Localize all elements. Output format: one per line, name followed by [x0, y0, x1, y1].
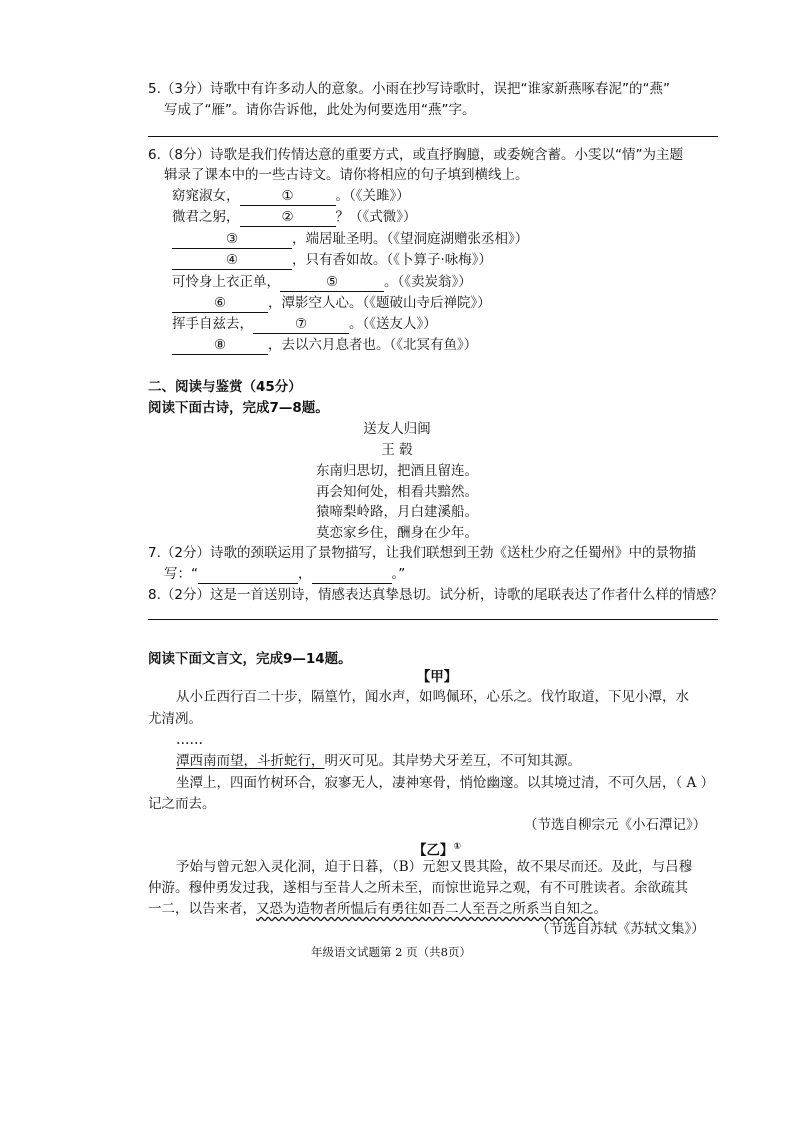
q6-item-2-post: ？（《式微》） [335, 209, 417, 225]
q6-item-3-post: ，端居耻圣明。（《望洞庭湖赠张丞相》） [292, 231, 529, 247]
jia-p1-line1: 从小丘西行百二十步，隔篁竹，闻水声，如鸣佩环，心乐之。伐竹取道，下见小潭，水 [176, 689, 689, 705]
yi-label-text: 【乙】 [412, 842, 454, 859]
q6-blank-6[interactable]: ⑥ [172, 294, 268, 313]
q7-line1: 7.（2分）诗歌的颈联运用了景物描写，让我们联想到王勃《送杜少府之任蜀州》中的景物描 [148, 545, 696, 561]
q6-item-6 [172, 294, 491, 313]
poem-author: 王 毂 [381, 442, 413, 458]
jia-p3-line1: 坐潭上，四面竹树环合，寂寥无人，凄神寒骨，悄怆幽邃。以其境过清，不可久居，（ A ） [176, 775, 715, 791]
q6-item-5-post: 。（《卖炭翁》） [384, 274, 472, 290]
jia-p1-line2: 尤清冽。 [148, 711, 202, 727]
q6-blank-2[interactable]: ② [240, 208, 336, 227]
q7-blank-1[interactable] [198, 565, 298, 584]
q8-answer-line [148, 619, 718, 620]
q7-line2 [164, 565, 405, 584]
jia-p2-rest: 明灭可见。其岸势犬牙差互，不可知其源。 [324, 753, 581, 769]
page-footer: 年级语文试题第 2 页（共8页） [311, 945, 471, 959]
q6-item-7-post: 。（《送友人》） [349, 316, 437, 332]
q6-blank-4[interactable]: ④ [172, 251, 292, 270]
q6-item-5-pre: 可怜身上衣正单， [172, 274, 280, 290]
q6-item-7 [172, 315, 437, 334]
yi-line2: 仲游。穆仲勇发过我，遂相与至昔人之所未至，而惊世诡异之观，有不可胜读者。余欲疏其 [148, 880, 688, 896]
yi-line3-wavy: 又恐为造物者所愠后有勇往如吾二人至吾之所系当自知之 [256, 901, 594, 917]
q6-item-5 [172, 273, 472, 292]
q7-suffix: 。” [391, 566, 406, 582]
yi-source: （节选自苏轼《苏轼文集》） [536, 921, 705, 937]
yi-line1: 予始与曾元恕入灵化洞，迫于日暮，（B）元恕又畏其险，故不果尽而还。及此，与吕穆 [176, 859, 693, 875]
poem-line-3: 猿啼梨岭路，月白建溪船。 [316, 504, 478, 520]
yi-line3 [148, 900, 607, 918]
q7-prefix: 写：“ [164, 566, 198, 582]
q6-item-8 [172, 336, 477, 355]
q6-item-3 [172, 230, 528, 249]
q6-item-8-post: ，去以六月息者也。（《北冥有鱼》） [268, 337, 478, 353]
jia-ellipsis: …… [176, 732, 203, 748]
jia-source: （节选自柳宗元《小石潭记》） [524, 817, 707, 833]
section2-intro: 阅读下面古诗，完成7—8题。 [148, 400, 329, 416]
jia-p2 [176, 752, 581, 770]
passage-yi-label [40, 838, 794, 860]
q6-item-4 [172, 251, 492, 270]
poem-line-2: 再会知何处，相看共黯然。 [316, 484, 478, 500]
q6-blank-5[interactable]: ⑤ [280, 273, 384, 292]
q5-answer-line [148, 136, 718, 137]
q5-line1: 5.（3分）诗歌中有许多动人的意象。小雨在抄写诗歌时，误把“谁家新燕啄春泥”的“燕” [148, 81, 670, 97]
q6-item-1-pre: 窈窕淑女， [172, 188, 240, 204]
q6-item-6-post: ，潭影空人心。（《题破山寺后禅院》） [268, 295, 491, 311]
jia-p2-underlined: 潭西南而望，斗折蛇行， [176, 753, 325, 769]
poem-line-1: 东南归思切，把酒且留连。 [316, 463, 478, 479]
yi-line3-end: 。 [593, 901, 607, 917]
q6-blank-1[interactable]: ① [240, 187, 336, 206]
q6-item-4-post: ，只有香如故。（《卜算子·咏梅》） [292, 252, 493, 268]
q6-line2: 辑录了课本中的一些古诗文。请你将相应的句子填到横线上。 [164, 167, 529, 183]
q8-line1: 8.（2分）这是一首送别诗，情感表达真挚恳切。试分析，诗歌的尾联表达了作者什么样的情感？ [148, 587, 723, 603]
q5-line2: 写成了“雁”。请你告诉他，此处为何要选用“燕”字。 [164, 102, 476, 118]
poem-line-4: 莫恋家乡住，酬身在少年。 [316, 525, 478, 541]
classical-intro: 阅读下面文言文，完成9—14题。 [148, 651, 352, 667]
poem-title: 送友人归闽 [363, 421, 431, 437]
section2-heading: 二、阅读与鉴赏（45分） [148, 379, 302, 395]
q6-item-2 [172, 208, 417, 227]
q7-blank-2[interactable] [312, 565, 392, 584]
q6-item-1 [172, 187, 410, 206]
yi-line3-plain: 一二，以告来者， [148, 901, 256, 917]
q6-item-2-pre: 微君之躬， [172, 209, 240, 225]
jia-p3-line2: 记之而去。 [148, 796, 216, 812]
q6-blank-8[interactable]: ⑧ [172, 336, 268, 355]
q7-comma: ， [298, 566, 312, 582]
q6-blank-7[interactable]: ⑦ [253, 315, 349, 334]
q6-item-1-post: 。（《关雎》） [335, 188, 410, 204]
q6-blank-3[interactable]: ③ [172, 230, 292, 249]
q6-line1: 6.（8分）诗歌是我们传情达意的重要方式，或直抒胸臆，或委婉含蓄。小雯以“情”为主题 [148, 147, 683, 163]
passage-jia-label: 【甲】 [416, 669, 458, 685]
yi-footnote-mark: ① [453, 842, 462, 852]
q6-item-7-pre: 挥手自兹去， [172, 316, 253, 332]
